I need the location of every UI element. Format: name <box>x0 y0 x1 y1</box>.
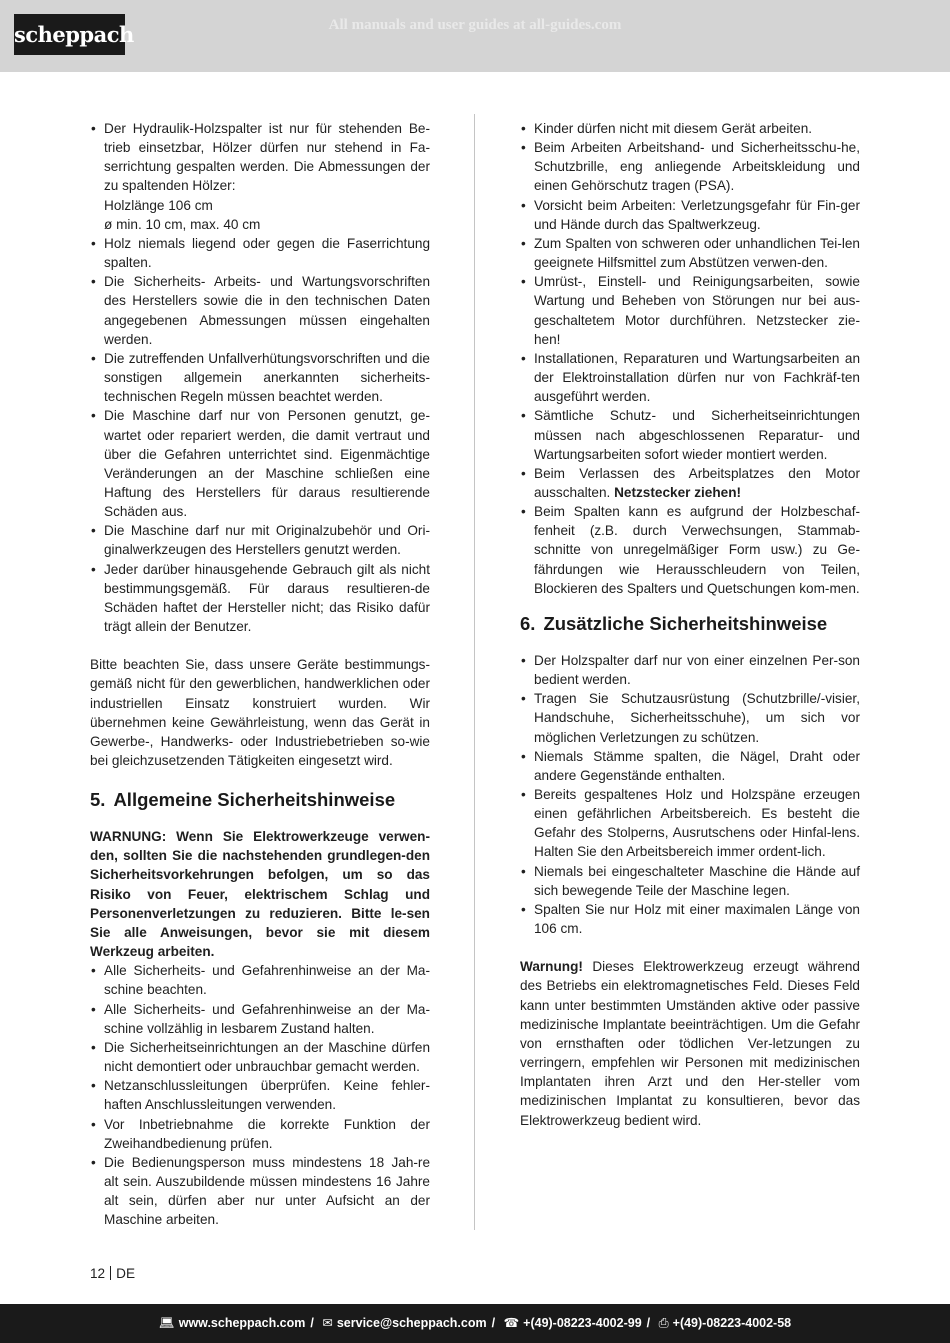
section-5-warning: WARNUNG: Wenn Sie Elektrowerkzeuge verwen-den, sollten Sie die nachstehenden grundlegen-den Sicherheitsvorkehrungen befolgen, um so das Risiko von Feuer, elektrischem Schlag und Personenverletzungen zu reduzieren. Bitte le-sen Sie alle Anweisungen, bevor sie mit diesem Werkzeug arbeiten. <box>90 829 430 960</box>
list-item: • Die zutreffenden Unfallverhütungsvorschriften und die sonstigen allgemein anerkannten sicherheits-technischen Regeln müssen beachtet werden. <box>90 349 430 406</box>
list-item: • Die Maschine darf nur mit Originalzubehör und Ori-ginalwerkzeugen des Herstellers genutzt werden. <box>90 521 430 559</box>
phone-number: +(49)-08223-4002-99 <box>523 1316 642 1330</box>
telephone-icon: ☎︎ <box>503 1316 520 1330</box>
watermark-text: All manuals and user guides at all-guides.com <box>328 17 622 33</box>
section-6-list <box>520 651 860 938</box>
list-item: • Die Maschine darf nur von Personen genutzt, ge-wartet oder repariert werden, die damit vertraut und über die Gefahren unterrichtet sind. Eigenmächtige Veränderungen an der Maschine schließen eine Haftung des Herstellers für daraus resultierende Schäden aus. <box>90 406 430 521</box>
section-5-list <box>90 961 430 1229</box>
list-item: • Der Holzspalter darf nur von einer einzelnen Per-son bedient werden. <box>520 651 860 689</box>
brand-logo: scheppach <box>14 14 125 55</box>
column-divider <box>474 114 475 1230</box>
section-5-number: 5. <box>90 789 106 811</box>
list-item: • Alle Sicherheits- und Gefahrenhinweise an der Ma-schine beachten. <box>90 961 430 999</box>
header-bar <box>0 0 950 72</box>
list-item: • Sämtliche Schutz- und Sicherheitseinrichtungen müssen nach abgeschlossenen Reparatur- und Wartungsarbeiten sofort wieder montiert werden. <box>520 406 860 463</box>
section-6-title: Zusätzliche Sicherheitshinweise <box>543 612 828 634</box>
list-item: • Vor Inbetriebnahme die korrekte Funktion der Zweihandbedienung prüfen. <box>90 1115 430 1153</box>
list-item: • Niemals bei eingeschalteter Maschine die Hände auf sich bewegende Teile der Maschine legen. <box>520 862 860 900</box>
emf-warning-paragraph <box>520 957 860 1129</box>
list-item: • Vorsicht beim Arbeiten: Verletzungsgefahr für Fin-ger und Hände durch das Spaltwerkzeug. <box>520 196 860 234</box>
left-column <box>90 119 430 1229</box>
list-item: • Tragen Sie Schutzausrüstung (Schutzbrille/-visier, Handschuhe, Sicherheitsschuhe), um sich vor möglichen Verletzungen zu schützen. <box>520 689 860 746</box>
section-6-heading <box>520 612 860 636</box>
list-item: • Bereits gespaltenes Holz und Holzspäne erzeugen einen gefährlichen Arbeitsbereich. Es besteht die Gefahr des Stolperns, Ausrutschens oder Hinfal-lens. Halten Sie den Arbeitsbereich immer ordent-lich. <box>520 785 860 862</box>
list-item: • Beim Verlassen des Arbeitsplatzes den Motor ausschalten. Netzstecker ziehen! <box>520 464 860 502</box>
right-column <box>520 119 860 1130</box>
list-item: • Installationen, Reparaturen und Wartungsarbeiten an der Elektroinstallation dürfen nur von Fachkräf-ten ausgeführt werden. <box>520 349 860 406</box>
list-item: • Beim Spalten kann es aufgrund der Holzbeschaf-fenheit (z.B. durch Verwechsungen, Stammab-schnitte von unregelmäßiger Form usw.) zu Ge-fährdungen wie Herausschleudern von Teilen, Blockieren des Spalters und Quetschungen kom-men. <box>520 502 860 598</box>
intended-use-list <box>90 119 430 636</box>
list-item: • Kinder dürfen nicht mit diesem Gerät arbeiten. <box>520 119 860 138</box>
list-item: • Die Bedienungsperson muss mindestens 18 Jah-re alt sein. Auszubildende müssen mindestens 16 Jahre alt sein, dürfen aber nur unter Aufsicht an der Maschine arbeiten. <box>90 1153 430 1230</box>
section-5-title: Allgemeine Sicherheitshinweise <box>113 789 396 811</box>
list-item: • Jeder darüber hinausgehende Gebrauch gilt als nicht bestimmungsgemäß. Für daraus resultieren-de Schäden haftet der Hersteller nicht; das Risiko dafür trägt allein der Benutzer. <box>90 560 430 637</box>
dimension-diameter: ø min. 10 cm, max. 40 cm <box>104 216 261 232</box>
language-code: DE <box>116 1266 136 1281</box>
list-item: • Spalten Sie nur Holz mit einer maximalen Länge von 106 cm. <box>520 900 860 938</box>
list-item: • Netzanschlussleitungen überprüfen. Keine fehler-haften Anschlussleitungen verwenden. <box>90 1076 430 1114</box>
section-5-heading <box>90 788 430 812</box>
list-item: • Der Hydraulik-Holzspalter ist nur für stehenden Be-trieb einsetzbar, Hölzer dürfen nur stehend in Fa-serrichtung gespalten werden. Die Abmessungen der zu spaltenden Hölzer: Holzlänge 106 cm ø min. 10 cm, max. 40 cm <box>90 119 430 234</box>
list-item: • Die Sicherheitseinrichtungen an der Maschine dürfen nicht demontiert oder unbrauchbar gemacht werden. <box>90 1038 430 1076</box>
list-item: • Die Sicherheits- Arbeits- und Wartungsvorschriften des Herstellers sowie die in den technischen Daten angegebenen Abmessungen müssen eingehalten werden. <box>90 272 430 349</box>
unplug-notice: Netzstecker ziehen! <box>614 484 742 500</box>
page-number: 12 DE <box>90 1266 136 1281</box>
intended-use-paragraph: Bitte beachten Sie, dass unsere Geräte bestimmungs-gemäß nicht für den gewerblichen, handwerklichen oder industriellen Einsatz konstruiert wurden. Wir übernehmen keine Gewährleistung, wenn das Gerät in Gewerbe-, Handwerks- oder Industriebetrieben so-wie bei gleichzusetzenden Tätigkeiten eingesetzt wird. <box>90 657 430 768</box>
website-link[interactable]: www.scheppach.com <box>178 1316 306 1330</box>
fax-number: +(49)-08223-4002-58 <box>672 1316 792 1330</box>
laptop-icon: 💻︎ <box>158 1316 175 1330</box>
list-item: • Zum Spalten von schweren oder unhandlichen Tei-len geeignete Hilfsmittel zum Abstützen verwen-den. <box>520 234 860 272</box>
footer-bar: 💻︎ www.scheppach.com / ✉︎ service@scheppach.com / ☎︎ +(49)-08223-4002-99 / ⎙ +(49)-08223-4002-58 <box>0 1304 950 1343</box>
emf-warning-label: Warnung! <box>520 959 583 975</box>
safety-list <box>520 119 860 598</box>
envelope-icon: ✉︎ <box>322 1316 333 1330</box>
email-link[interactable]: service@scheppach.com <box>336 1316 487 1330</box>
list-item: • Holz niemals liegend oder gegen die Faserrichtung spalten. <box>90 234 430 272</box>
section-6-number: 6. <box>520 612 536 634</box>
dimension-length: Holzlänge 106 cm <box>104 197 213 213</box>
list-item: • Niemals Stämme spalten, die Nägel, Draht oder andere Gegenstände enthalten. <box>520 747 860 785</box>
emf-warning-text: Dieses Elektrowerkzeug erzeugt während des Betriebs ein elektromagnetisches Feld. Dieses Feld kann unter bestimmten Umständen aktive oder passive medizinische Implantate beeinträchtigen. Um die Gefahr von ernsthaften oder tödlichen Ver-letzungen zu verringern, empfehlen wir Personen mit medizinischen Implantaten ihren Arzt und den Her-steller vom medizinischen Implantat zu konsultieren, bevor das Elektrowerkzeug bedient wird. <box>520 959 860 1128</box>
list-item: • Umrüst-, Einstell- und Reinigungsarbeiten, sowie Wartung und Beheben von Störungen nur bei aus-geschaltetem Motor durchführen. Netzstecker zie-hen! <box>520 272 860 349</box>
page-number-separator <box>110 1266 111 1280</box>
list-item: • Alle Sicherheits- und Gefahrenhinweise an der Ma-schine vollzählig in lesbarem Zustand halten. <box>90 1000 430 1038</box>
list-item: • Beim Arbeiten Arbeitshand- und Sicherheitsschu-he, Schutzbrille, eng anliegende Arbeitskleidung und einen Gehörschutz tragen (PSA). <box>520 138 860 195</box>
fax-icon: ⎙ <box>658 1316 669 1330</box>
